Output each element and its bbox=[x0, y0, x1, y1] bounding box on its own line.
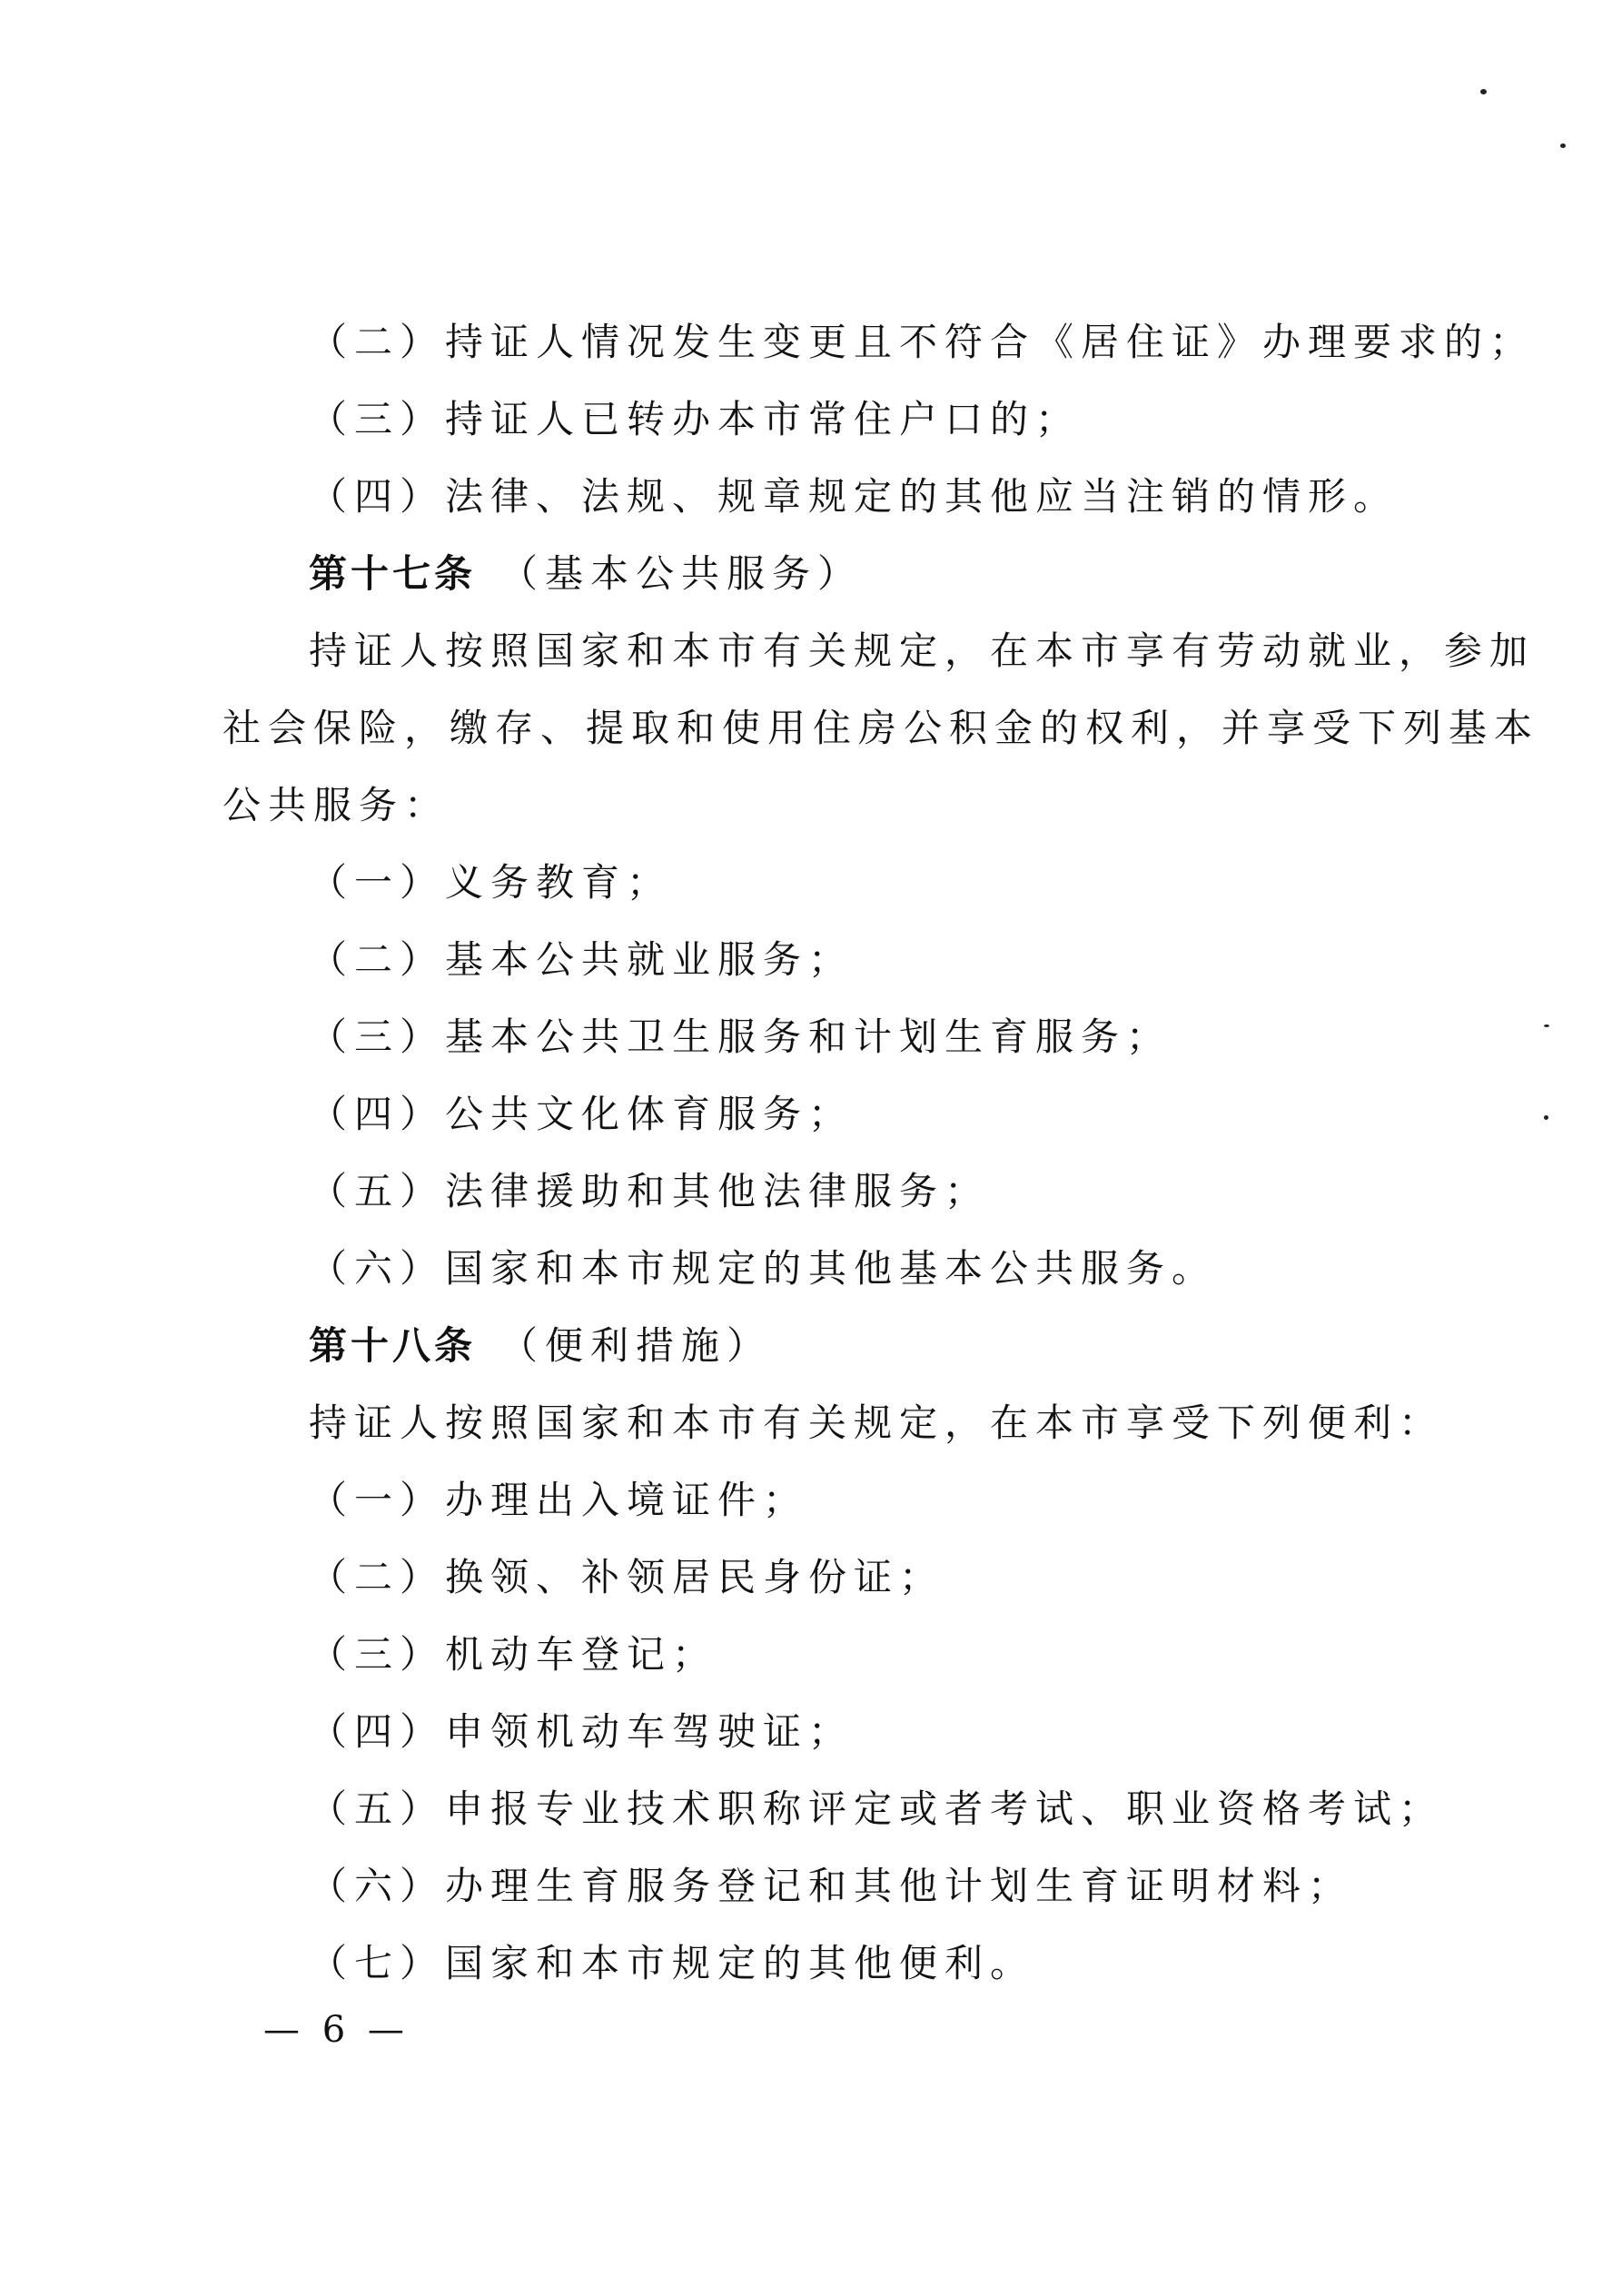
article18-item-4: （四）申领机动车驾驶证； bbox=[309, 1709, 855, 1754]
article17-title: （基本公共服务） bbox=[499, 551, 864, 596]
article17-heading bbox=[309, 551, 863, 597]
article17-item-3: （三）基本公共卫生服务和计划生育服务； bbox=[309, 1014, 1172, 1059]
article16-item-3: （三）持证人已转办本市常住户口的； bbox=[309, 397, 1082, 441]
article18-item-1: （一）办理出入境证件； bbox=[309, 1478, 809, 1522]
article17-item-6: （六）国家和本市规定的其他基本公共服务。 bbox=[309, 1246, 1218, 1291]
article17-item-2: （二）基本公共就业服务； bbox=[309, 937, 855, 982]
article18-heading bbox=[309, 1323, 772, 1369]
article18-item-5: （五）申报专业技术职称评定或者考试、职业资格考试； bbox=[309, 1786, 1445, 1831]
article17-para-line-2: 社会保险，缴存、提取和使用住房公积金的权利，并享受下列基本 bbox=[223, 706, 1540, 750]
article18-item-2: （二）换领、补领居民身份证； bbox=[309, 1555, 945, 1599]
article17-item-1: （一）义务教育； bbox=[309, 860, 673, 905]
page-number: — 6 — bbox=[263, 2009, 410, 2051]
article17-item-5: （五）法律援助和其他法律服务； bbox=[309, 1169, 991, 1213]
article18-item-7: （七）国家和本市规定的其他便利。 bbox=[309, 1941, 1036, 1985]
article16-item-4: （四）法律、法规、规章规定的其他应当注销的情形。 bbox=[309, 474, 1399, 519]
article17-number: 第十七条 bbox=[309, 551, 477, 596]
article16-item-2: （二）持证人情况发生变更且不符合《居住证》办理要求的； bbox=[309, 320, 1536, 364]
scan-speck bbox=[1544, 1024, 1549, 1027]
scan-speck bbox=[1544, 1115, 1548, 1120]
scan-speck bbox=[1560, 144, 1566, 148]
article18-number: 第十八条 bbox=[309, 1323, 477, 1368]
article18-title: （便利措施） bbox=[499, 1323, 773, 1368]
article18-item-3: （三）机动车登记； bbox=[309, 1632, 718, 1677]
scan-speck bbox=[1480, 89, 1487, 94]
article18-para: 持证人按照国家和本市有关规定，在本市享受下列便利： bbox=[309, 1400, 1445, 1445]
article17-para-line-3: 公共服务： bbox=[223, 783, 450, 827]
article17-para-line-1: 持证人按照国家和本市有关规定，在本市享有劳动就业，参加 bbox=[309, 628, 1536, 673]
article17-item-4: （四）公共文化体育服务； bbox=[309, 1092, 855, 1136]
article18-item-6: （六）办理生育服务登记和其他计划生育证明材料； bbox=[309, 1864, 1354, 1908]
